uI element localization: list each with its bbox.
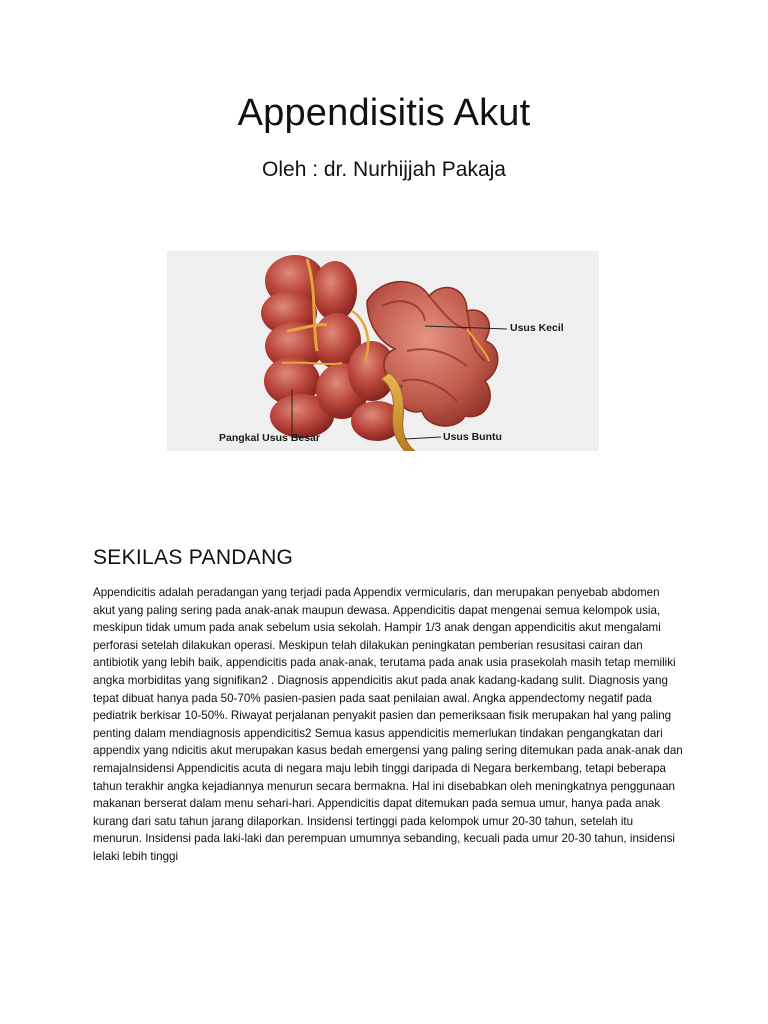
label-usus-kecil: Usus Kecil: [510, 322, 564, 334]
section-body-paragraph: Appendicitis adalah peradangan yang terjadi pada Appendix vermicularis, dan merupakan penyebab abdomen akut yang paling sering pada anak-anak maupun dewasa. Appendicitis dapat mengenai semua kelompok usia, meskipun tidak umum pada anak sebelum usia sekolah. Hampir 1/3 anak dengan appendicitis akut mengalami perforasi setelah dilakukan operasi. Meskipun telah dilakukan peningkatan pemberian resusitasi cairan dan antibiotik yang lebih baik, appendicitis pada anak-anak, terutama pada anak usia prasekolah masih tetap memiliki angka morbiditas yang signifikan2 . Diagnosis appendicitis akut pada anak kadang-kadang sulit. Diagnosis yang tepat dibuat hanya pada 50-70% pasien-pasien pada saat penilaian awal. Angka appendectomy negatif pada pediatrik berkisar 10-50%. Riwayat perjalanan penyakit pasien dan pemeriksaan fisik merupakan hal yang paling penting dalam mendiagnosis appendicitis2 Semua kasus appendicitis memerlukan tindakan pengangkatan dari appendix yang ndicitis akut merupakan kasus bedah emergensi yang paling sering ditemukan pada anak-anak dan remajaInsidensi Appendicitis acuta di negara maju lebih tinggi daripada di Negara berkembang, tetapi beberapa tahun terakhir angka kejadiannya menurun secara bermakna. Hal ini disebabkan oleh meningkatnya penggunaan makanan berserat dalam menu sehari-hari. Appendicitis dapat ditemukan pada semua umur, hanya pada anak kurang dari satu tahun jarang dilaporkan. Insidensi tertinggi pada kelompok umur 20-30 tahun, setelah itu menurun. Insidensi pada laki-laki dan perempuan umumnya sebanding, kecuali pada umur 20-30 tahun, insidensi lelaki lebih tinggi: [93, 586, 683, 863]
label-pangkal-usus-besar: Pangkal Usus Besar: [219, 432, 320, 444]
section-heading: SEKILAS PANDANG: [93, 546, 294, 569]
document-author: Oleh : dr. Nurhijjah Pakaja: [262, 158, 506, 181]
document-title: Appendisitis Akut: [237, 92, 531, 134]
appendix-anatomy-figure: [167, 251, 599, 451]
anatomy-illustration: [167, 251, 599, 451]
label-usus-buntu: Usus Buntu: [443, 431, 502, 443]
